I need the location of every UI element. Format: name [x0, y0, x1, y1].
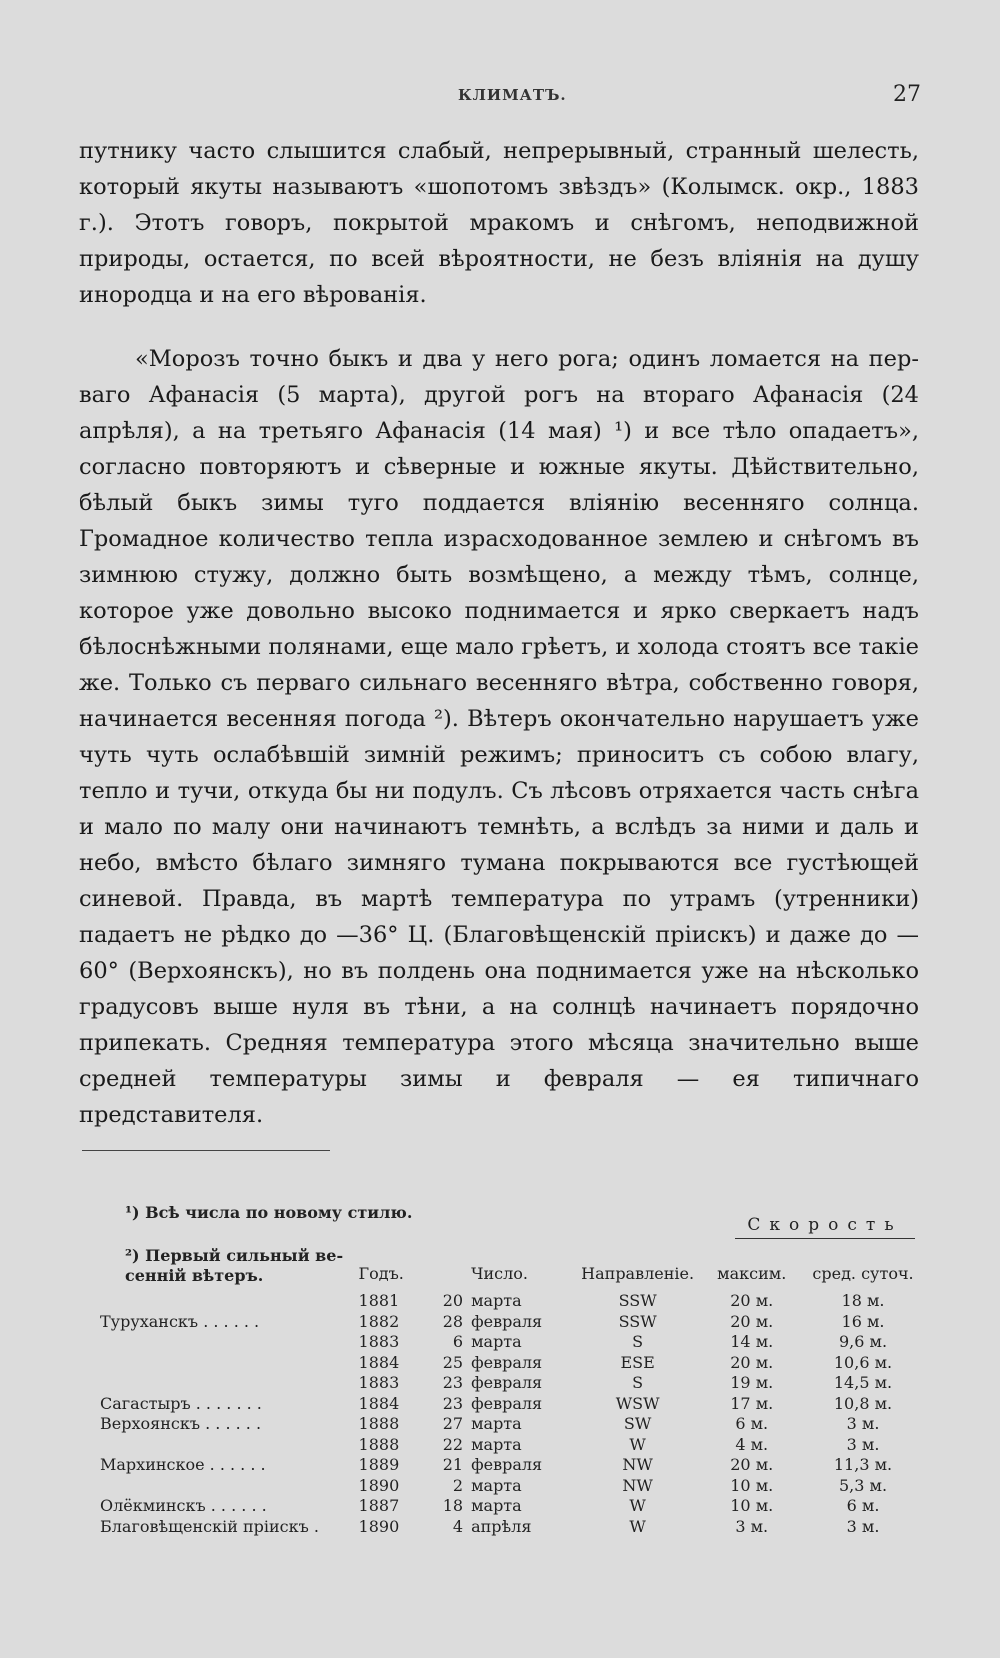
direction-cell: WSW — [615, 1393, 660, 1413]
body-text — [79, 133, 919, 1133]
year-cell: 1884 — [358, 1393, 400, 1413]
max-speed-cell: 4 м. — [735, 1434, 769, 1454]
station-name: Верхоянскъ . . . . . . — [100, 1414, 262, 1434]
max-speed-cell: 20 м. — [730, 1455, 774, 1475]
year-cell: 1883 — [358, 1332, 400, 1352]
max-speed-cell: 14 м. — [730, 1332, 774, 1352]
direction-cell: S — [632, 1332, 644, 1352]
speed-header: Скорость — [735, 1215, 915, 1239]
direction-cell: S — [632, 1373, 644, 1393]
footnote-rule — [82, 1150, 330, 1151]
day-cell: 22 — [442, 1434, 464, 1454]
avg-speed-cell: 9,6 м. — [838, 1332, 888, 1352]
station-name — [100, 1332, 359, 1353]
col-max-header: максим. — [717, 1264, 787, 1283]
avg-speed-cell: 16 м. — [841, 1311, 885, 1331]
direction-cell: SSW — [618, 1311, 657, 1331]
month-cell: марта — [471, 1496, 522, 1516]
table-row — [100, 1476, 920, 1497]
col-avg-header: сред. суточ. — [812, 1264, 914, 1283]
running-title: КЛИМАТЪ. — [458, 86, 567, 104]
day-cell: 2 — [452, 1475, 464, 1495]
direction-cell: W — [629, 1516, 646, 1536]
station-name — [100, 1435, 359, 1456]
direction-cell: SSW — [618, 1291, 657, 1311]
paragraph-2: «Морозъ точно быкъ и два у него рога; одинъ ломается на перваго Афанасія (5 марта), другой рогъ на втораго Афанасія (24 апрѣля), а на третьяго Афанасія (14 мая) ¹) и все тѣло опадаетъ», согласно повторяютъ и сѣверные и южные якуты. Дѣйствительно, бѣлый быкъ зимы туго поддается вліянію весенняго солнца. Громадное количество тепла израсходованное землею и снѣгомъ въ зимнюю стужу, должно быть возмѣщено, а между тѣмъ, солнце, которое уже довольно высоко поднимается и ярко сверкаетъ надъ бѣлоснѣжными полянами, еще мало грѣетъ, и холода стоятъ все такіе же. Только съ перваго сильнаго весенняго вѣтра, собственно говоря, начинается весенняя погода ²). Вѣтеръ окончательно нарушаетъ уже чуть чуть ослабѣвшій зимній режимъ; приноситъ съ собою влагу, тепло и тучи, откуда бы ни подулъ. Съ лѣсовъ отряхается часть снѣга и мало по малу они начинаютъ темнѣть, а вслѣдъ за ними и даль и небо, вмѣсто бѣлаго зимняго тумана покрываются все густѣющей синевой. Правда, въ мартѣ температура по утрамъ (утренники) падаетъ не рѣдко до —36° Ц. (Благовѣщенскій пріискъ) и даже до —60° (Верхоянскъ), но въ полдень она поднимается уже на нѣсколько градусовъ выше нуля въ тѣни, а на солнцѣ начинаетъ порядочно припекать. Средняя температура этого мѣсяца значительно выше средней температуры зимы и февраля — ея типичнаго представителя. — [79, 346, 919, 1128]
day-cell: 21 — [442, 1455, 464, 1475]
direction-cell: W — [629, 1434, 646, 1454]
avg-speed-cell: 6 м. — [846, 1496, 880, 1516]
max-speed-cell: 17 м. — [730, 1393, 774, 1413]
year-cell: 1890 — [358, 1475, 400, 1495]
col-day-header — [426, 1255, 471, 1291]
wind-table — [100, 1255, 920, 1537]
col-station-header — [100, 1255, 359, 1291]
max-speed-cell: 19 м. — [730, 1373, 774, 1393]
footnote-2: ²) Первый сильный весенній вѣтеръ. — [125, 1246, 344, 1285]
avg-speed-cell: 5,3 м. — [838, 1475, 888, 1495]
year-cell: 1883 — [358, 1373, 400, 1393]
table-row — [100, 1435, 920, 1456]
day-cell: 23 — [442, 1393, 464, 1413]
avg-speed-cell: 11,3 м. — [833, 1455, 893, 1475]
station-name: Благовѣщенскій пріискъ . — [100, 1516, 319, 1536]
table-row — [100, 1414, 920, 1435]
year-cell: 1888 — [358, 1434, 400, 1454]
footnote-1: ¹) Всѣ числа по новому стилю. — [125, 1203, 413, 1222]
max-speed-cell: 20 м. — [730, 1291, 774, 1311]
page-number: 27 — [893, 82, 921, 107]
avg-speed-cell: 10,8 м. — [833, 1393, 893, 1413]
month-cell: марта — [471, 1434, 522, 1454]
month-cell: марта — [471, 1332, 522, 1352]
station-name — [100, 1353, 359, 1374]
max-speed-cell: 3 м. — [735, 1516, 769, 1536]
avg-speed-cell: 10,6 м. — [833, 1352, 893, 1372]
year-cell: 1884 — [358, 1352, 400, 1372]
station-name: Мархинское . . . . . . — [100, 1455, 266, 1475]
month-cell: февраля — [471, 1352, 543, 1372]
col-year-header: Годъ. — [358, 1264, 404, 1283]
month-cell: февраля — [471, 1455, 543, 1475]
max-speed-cell: 6 м. — [735, 1414, 769, 1434]
direction-cell: W — [629, 1496, 646, 1516]
month-cell: марта — [471, 1291, 522, 1311]
paragraph-1: путнику часто слышится слабый, непрерывный, странный шелесть, который якуты называютъ «шопотомъ звѣздъ» (Колымск. окр., 1883 г.). Этотъ говоръ, покрытой мракомъ и снѣгомъ, неподвижной природы, остается, по всей вѣроятности, не безъ вліянія на душу инородца и на его вѣрованія. — [79, 138, 919, 308]
running-head — [0, 82, 1000, 112]
table-row — [100, 1496, 920, 1517]
day-cell: 18 — [442, 1496, 464, 1516]
table-row — [100, 1353, 920, 1374]
day-cell: 27 — [442, 1414, 464, 1434]
day-cell: 6 — [452, 1332, 464, 1352]
avg-speed-cell: 14,5 м. — [833, 1373, 893, 1393]
table-row — [100, 1332, 920, 1353]
day-cell: 28 — [442, 1311, 464, 1331]
year-cell: 1881 — [358, 1291, 400, 1311]
col-date-header: Число. — [471, 1264, 528, 1283]
year-cell: 1890 — [358, 1516, 400, 1536]
station-name: Туруханскъ . . . . . . — [100, 1311, 260, 1331]
year-cell: 1882 — [358, 1311, 400, 1331]
table-header-row — [100, 1255, 920, 1291]
direction-cell: ESE — [620, 1352, 655, 1372]
day-cell: 25 — [442, 1352, 464, 1372]
day-cell: 20 — [442, 1291, 464, 1311]
direction-cell: SW — [623, 1414, 652, 1434]
max-speed-cell: 20 м. — [730, 1352, 774, 1372]
year-cell: 1889 — [358, 1455, 400, 1475]
station-name: Сагастыръ . . . . . . . — [100, 1393, 262, 1413]
station-name — [100, 1291, 359, 1312]
station-name: Олёкминскъ . . . . . . — [100, 1496, 267, 1516]
month-cell: марта — [471, 1475, 522, 1495]
month-cell: апрѣля — [471, 1516, 532, 1536]
direction-cell: NW — [622, 1455, 653, 1475]
max-speed-cell: 10 м. — [730, 1475, 774, 1495]
month-cell: февраля — [471, 1393, 543, 1413]
month-cell: февраля — [471, 1311, 543, 1331]
table-row — [100, 1517, 920, 1538]
table-row — [100, 1312, 920, 1333]
direction-cell: NW — [622, 1475, 653, 1495]
table-row — [100, 1291, 920, 1312]
year-cell: 1888 — [358, 1414, 400, 1434]
col-direction-header: Направленіе. — [581, 1264, 695, 1283]
avg-speed-cell: 18 м. — [841, 1291, 885, 1311]
day-cell: 23 — [442, 1373, 464, 1393]
max-speed-cell: 20 м. — [730, 1311, 774, 1331]
table-row — [100, 1373, 920, 1394]
max-speed-cell: 10 м. — [730, 1496, 774, 1516]
table-row — [100, 1394, 920, 1415]
month-cell: февраля — [471, 1373, 543, 1393]
station-name — [100, 1476, 359, 1497]
avg-speed-cell: 3 м. — [846, 1434, 880, 1454]
day-cell: 4 — [452, 1516, 464, 1536]
station-name — [100, 1373, 359, 1394]
year-cell: 1887 — [358, 1496, 400, 1516]
table-row — [100, 1455, 920, 1476]
month-cell: марта — [471, 1414, 522, 1434]
avg-speed-cell: 3 м. — [846, 1414, 880, 1434]
avg-speed-cell: 3 м. — [846, 1516, 880, 1536]
